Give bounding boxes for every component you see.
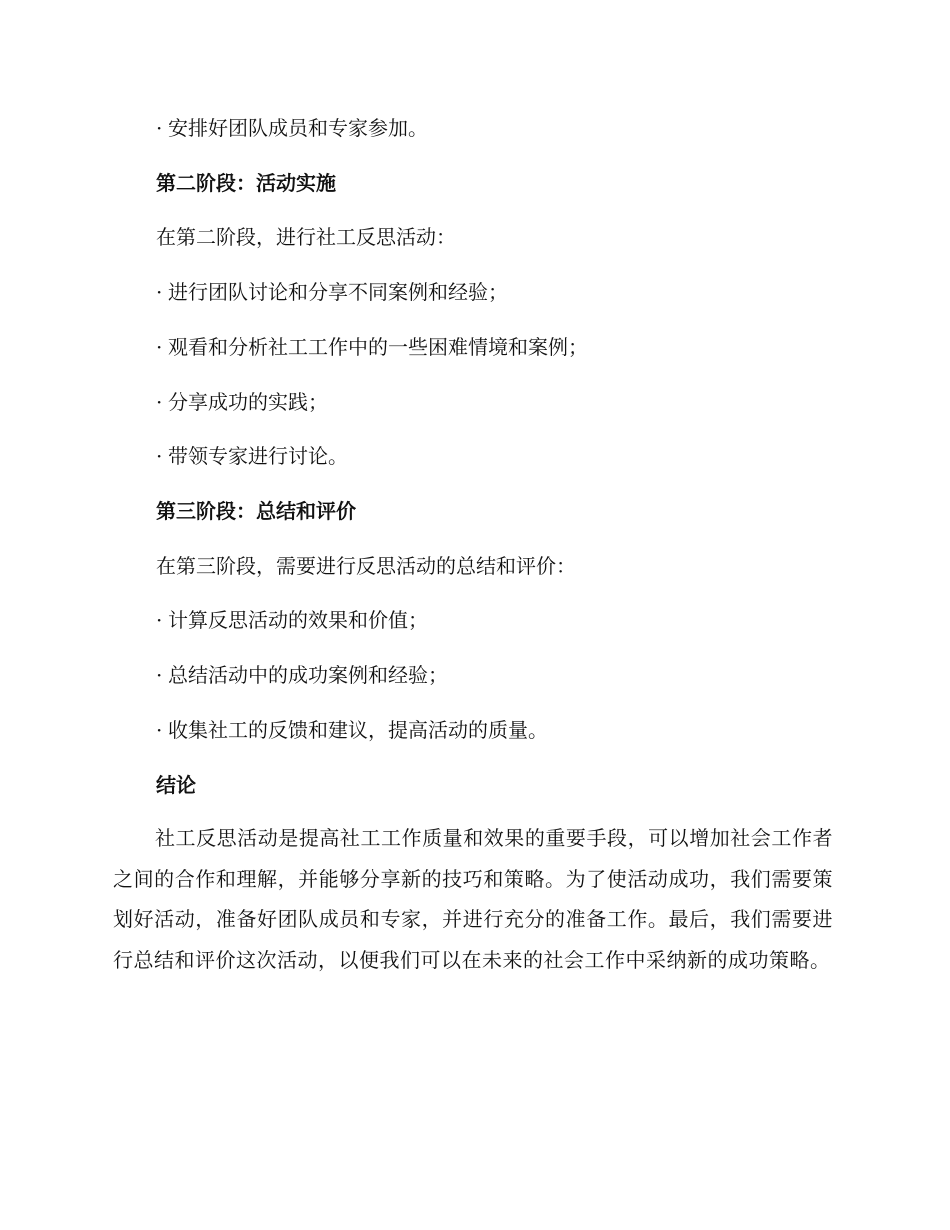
- bullet-symbol: ·: [156, 718, 163, 742]
- section-heading-conclusion: 结论: [156, 773, 196, 797]
- bullet-symbol: ·: [156, 608, 163, 632]
- stage-two-intro: 在第二阶段，进行社工反思活动：: [156, 225, 456, 249]
- bullet-item: [156, 716, 548, 744]
- bullet-item: [156, 114, 428, 142]
- bullet-item: [156, 333, 588, 361]
- bullet-text: 收集社工的反馈和建议，提高活动的质量。: [168, 718, 548, 742]
- bullet-symbol: ·: [156, 335, 163, 359]
- bullet-item: [156, 606, 428, 634]
- bullet-item: [156, 278, 508, 306]
- bullet-text: 进行团队讨论和分享不同案例和经验；: [168, 280, 508, 304]
- bullet-symbol: ·: [156, 444, 163, 468]
- bullet-symbol: ·: [156, 116, 163, 140]
- stage-three-intro: 在第三阶段，需要进行反思活动的总结和评价：: [156, 554, 576, 578]
- bullet-text: 计算反思活动的效果和价值；: [168, 608, 428, 632]
- bullet-text: 安排好团队成员和专家参加。: [168, 116, 428, 140]
- bullet-text: 带领专家进行讨论。: [168, 444, 348, 468]
- bullet-symbol: ·: [156, 390, 163, 414]
- bullet-text: 总结活动中的成功案例和经验；: [168, 663, 448, 687]
- bullet-item: [156, 661, 448, 689]
- bullet-item: [156, 388, 328, 416]
- bullet-symbol: ·: [156, 663, 163, 687]
- bullet-symbol: ·: [156, 280, 163, 304]
- bullet-text: 观看和分析社工工作中的一些困难情境和案例；: [168, 335, 588, 359]
- bullet-item: [156, 442, 348, 470]
- section-heading-stage-two: 第二阶段：活动实施: [156, 171, 336, 195]
- section-heading-stage-three: 第三阶段：总结和评价: [156, 499, 356, 523]
- bullet-text: 分享成功的实践；: [168, 390, 328, 414]
- conclusion-paragraph: 社工反思活动是提高社工工作质量和效果的重要手段，可以增加社会工作者之间的合作和理解，并能够分享新的技巧和策略。为了使活动成功，我们需要策划好活动，准备好团队成员和专家，并进行充分的准备工作。最后，我们需要进行总结和评价这次活动，以便我们可以在未来的社会工作中采纳新的成功策略。: [113, 826, 833, 972]
